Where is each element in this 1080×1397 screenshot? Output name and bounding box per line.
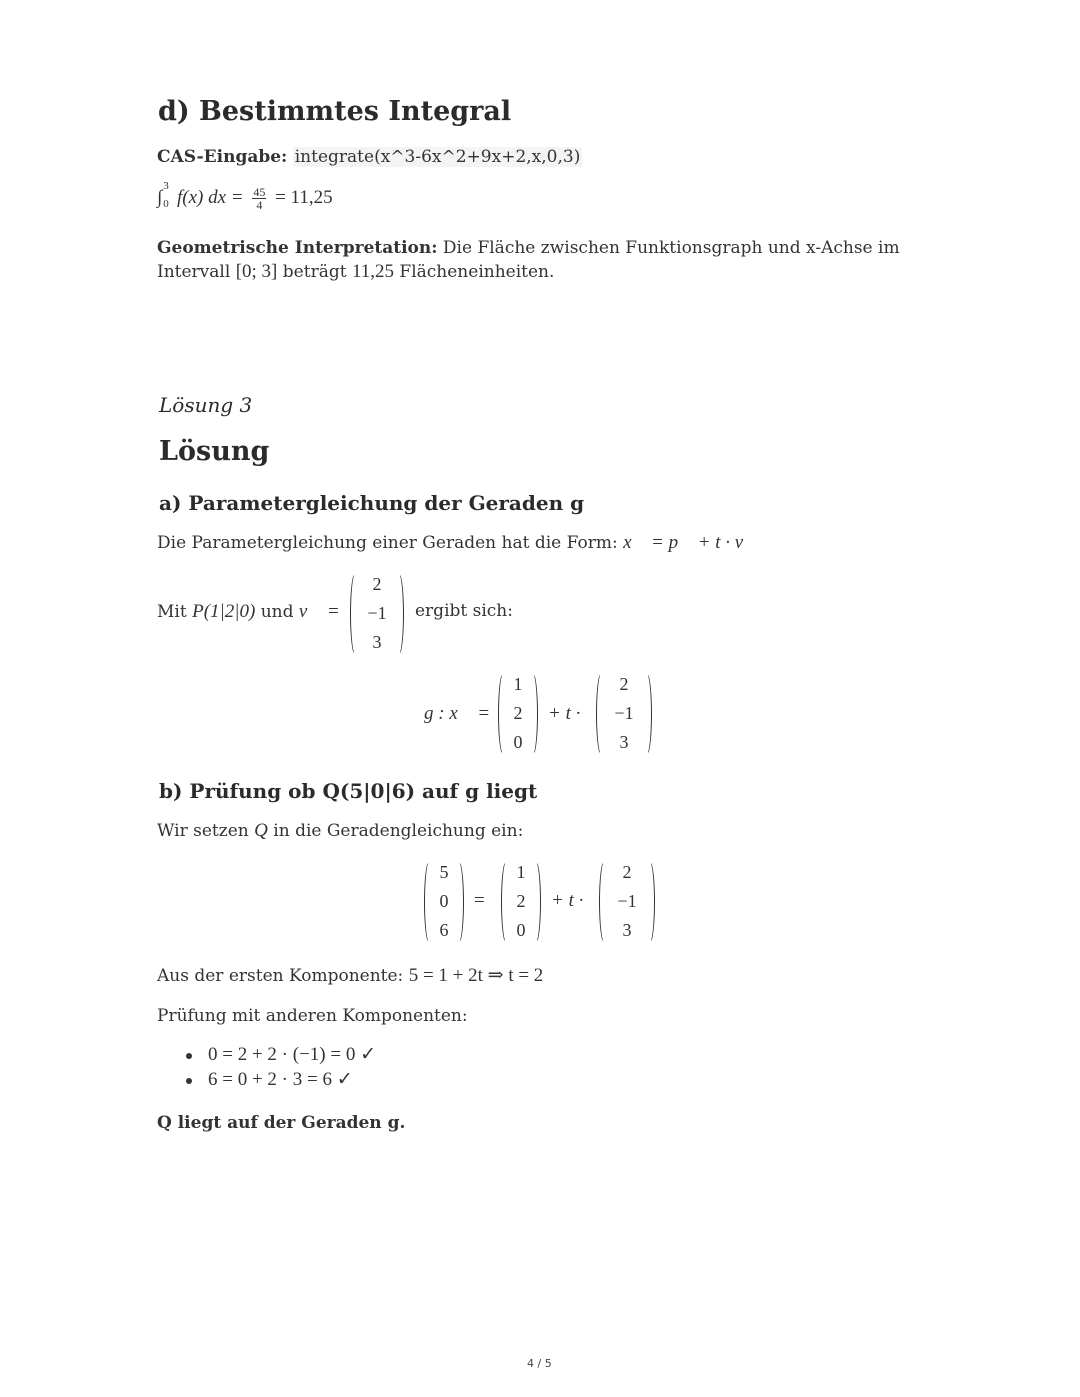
check-label: Prüfung mit anderen Komponenten: — [157, 1006, 468, 1026]
geo-value: 11,25 — [351, 261, 394, 282]
section-b-title: b) Prüfung ob Q(5|0|6) auf g liegt — [159, 779, 538, 803]
integrand: f(x) dx = — [176, 186, 244, 208]
ergibt-text: ergibt sich: — [415, 601, 513, 621]
equals-b: = — [474, 890, 485, 911]
vector-dir-a-z: 3 — [619, 732, 629, 752]
bullet-1 — [186, 1053, 192, 1059]
cas-label: CAS-Eingabe: — [157, 147, 288, 167]
vector-dir-b-x: 2 — [622, 862, 632, 882]
integral-fraction — [252, 186, 266, 211]
geo-text-2c: Flächeneinheiten. — [399, 262, 555, 282]
vector-p-b-x: 1 — [516, 862, 526, 882]
integral-lower: 0 — [163, 198, 169, 210]
vector-dir-b — [599, 860, 655, 942]
vector-p-b-y: 2 — [516, 891, 526, 911]
geo-text-1: Die Fläche zwischen Funktionsgraph und x-Achse im — [442, 238, 900, 258]
cas-line — [157, 147, 582, 167]
param-intro — [157, 532, 758, 554]
solution-label: Lösung 3 — [159, 393, 253, 417]
geo-text-2a: Intervall — [157, 262, 231, 282]
vector-dir-b-z: 3 — [622, 920, 632, 940]
solution-heading: Lösung — [159, 436, 270, 467]
vector-dir-a-y: −1 — [614, 703, 634, 723]
fraction-numerator: 45 — [253, 185, 266, 199]
v-equals: v⃗ = — [298, 601, 340, 622]
insert-intro-b: in die Geradengleichung ein: — [273, 821, 524, 841]
section-d-title: d) Bestimmtes Integral — [158, 96, 512, 127]
vector-dir-a-x: 2 — [619, 674, 629, 694]
first-component-eq: 5 = 1 + 2t ⇒ t = 2 — [408, 965, 544, 986]
insert-intro — [157, 820, 523, 842]
cas-input: integrate(x^3-6x^2+9x+2,x,0,3) — [294, 147, 581, 167]
integral-line — [157, 180, 333, 212]
integral-result: = 11,25 — [275, 186, 333, 208]
fraction-denominator: 4 — [256, 198, 263, 212]
q-symbol: Q — [254, 820, 268, 841]
vector-dir-a — [596, 672, 652, 754]
param-form: x⃗ = p⃗ + t · v⃗ — [623, 532, 758, 553]
vector-q-y: 0 — [439, 891, 449, 911]
vector-q-z: 6 — [439, 920, 449, 940]
vector-v-x: 2 — [372, 574, 382, 594]
integral-symbol: ∫ — [157, 186, 163, 208]
page-number: 4 / 5 — [527, 1357, 552, 1370]
section-a-title: a) Parametergleichung der Geraden g — [159, 491, 585, 515]
bullet-2 — [186, 1078, 192, 1084]
und-text: und — [260, 602, 294, 622]
check-2: 6 = 0 + 2 · 3 = 6 ✓ — [208, 1069, 353, 1090]
insert-intro-a: Wir setzen — [157, 821, 249, 841]
vector-v — [350, 572, 404, 654]
first-component-label: Aus der ersten Komponente: — [157, 966, 404, 986]
param-intro-text: Die Parametergleichung einer Geraden hat die Form: — [157, 533, 618, 553]
plus-t-b: + t · — [551, 890, 584, 911]
vector-p-b-z: 0 — [516, 920, 526, 940]
first-component — [157, 964, 543, 987]
geo-interval: [0; 3] — [235, 261, 278, 282]
geo-text-2b: beträgt — [282, 262, 347, 282]
mit-line — [157, 601, 340, 623]
geo-label: Geometrische Interpretation: — [157, 238, 438, 258]
mit-text: Mit — [157, 602, 187, 622]
conclusion: Q liegt auf der Geraden g. — [157, 1113, 406, 1133]
check-1: 0 = 2 + 2 · (−1) = 0 ✓ — [208, 1044, 377, 1065]
plus-t-a: + t · — [548, 703, 581, 724]
point-p: P(1|2|0) — [192, 601, 256, 622]
vector-p-a — [498, 672, 538, 754]
vector-q — [424, 860, 464, 942]
vector-v-y: −1 — [367, 603, 387, 623]
integral-upper: 3 — [163, 180, 169, 192]
geo-interpretation — [157, 236, 900, 284]
vector-p-a-x: 1 — [513, 674, 523, 694]
vector-p-a-z: 0 — [513, 732, 523, 752]
vector-p-b — [501, 860, 541, 942]
g-label: g : x⃗ = — [424, 703, 491, 724]
vector-dir-b-y: −1 — [617, 891, 637, 911]
vector-v-z: 3 — [372, 632, 382, 652]
vector-p-a-y: 2 — [513, 703, 523, 723]
vector-q-x: 5 — [439, 862, 449, 882]
